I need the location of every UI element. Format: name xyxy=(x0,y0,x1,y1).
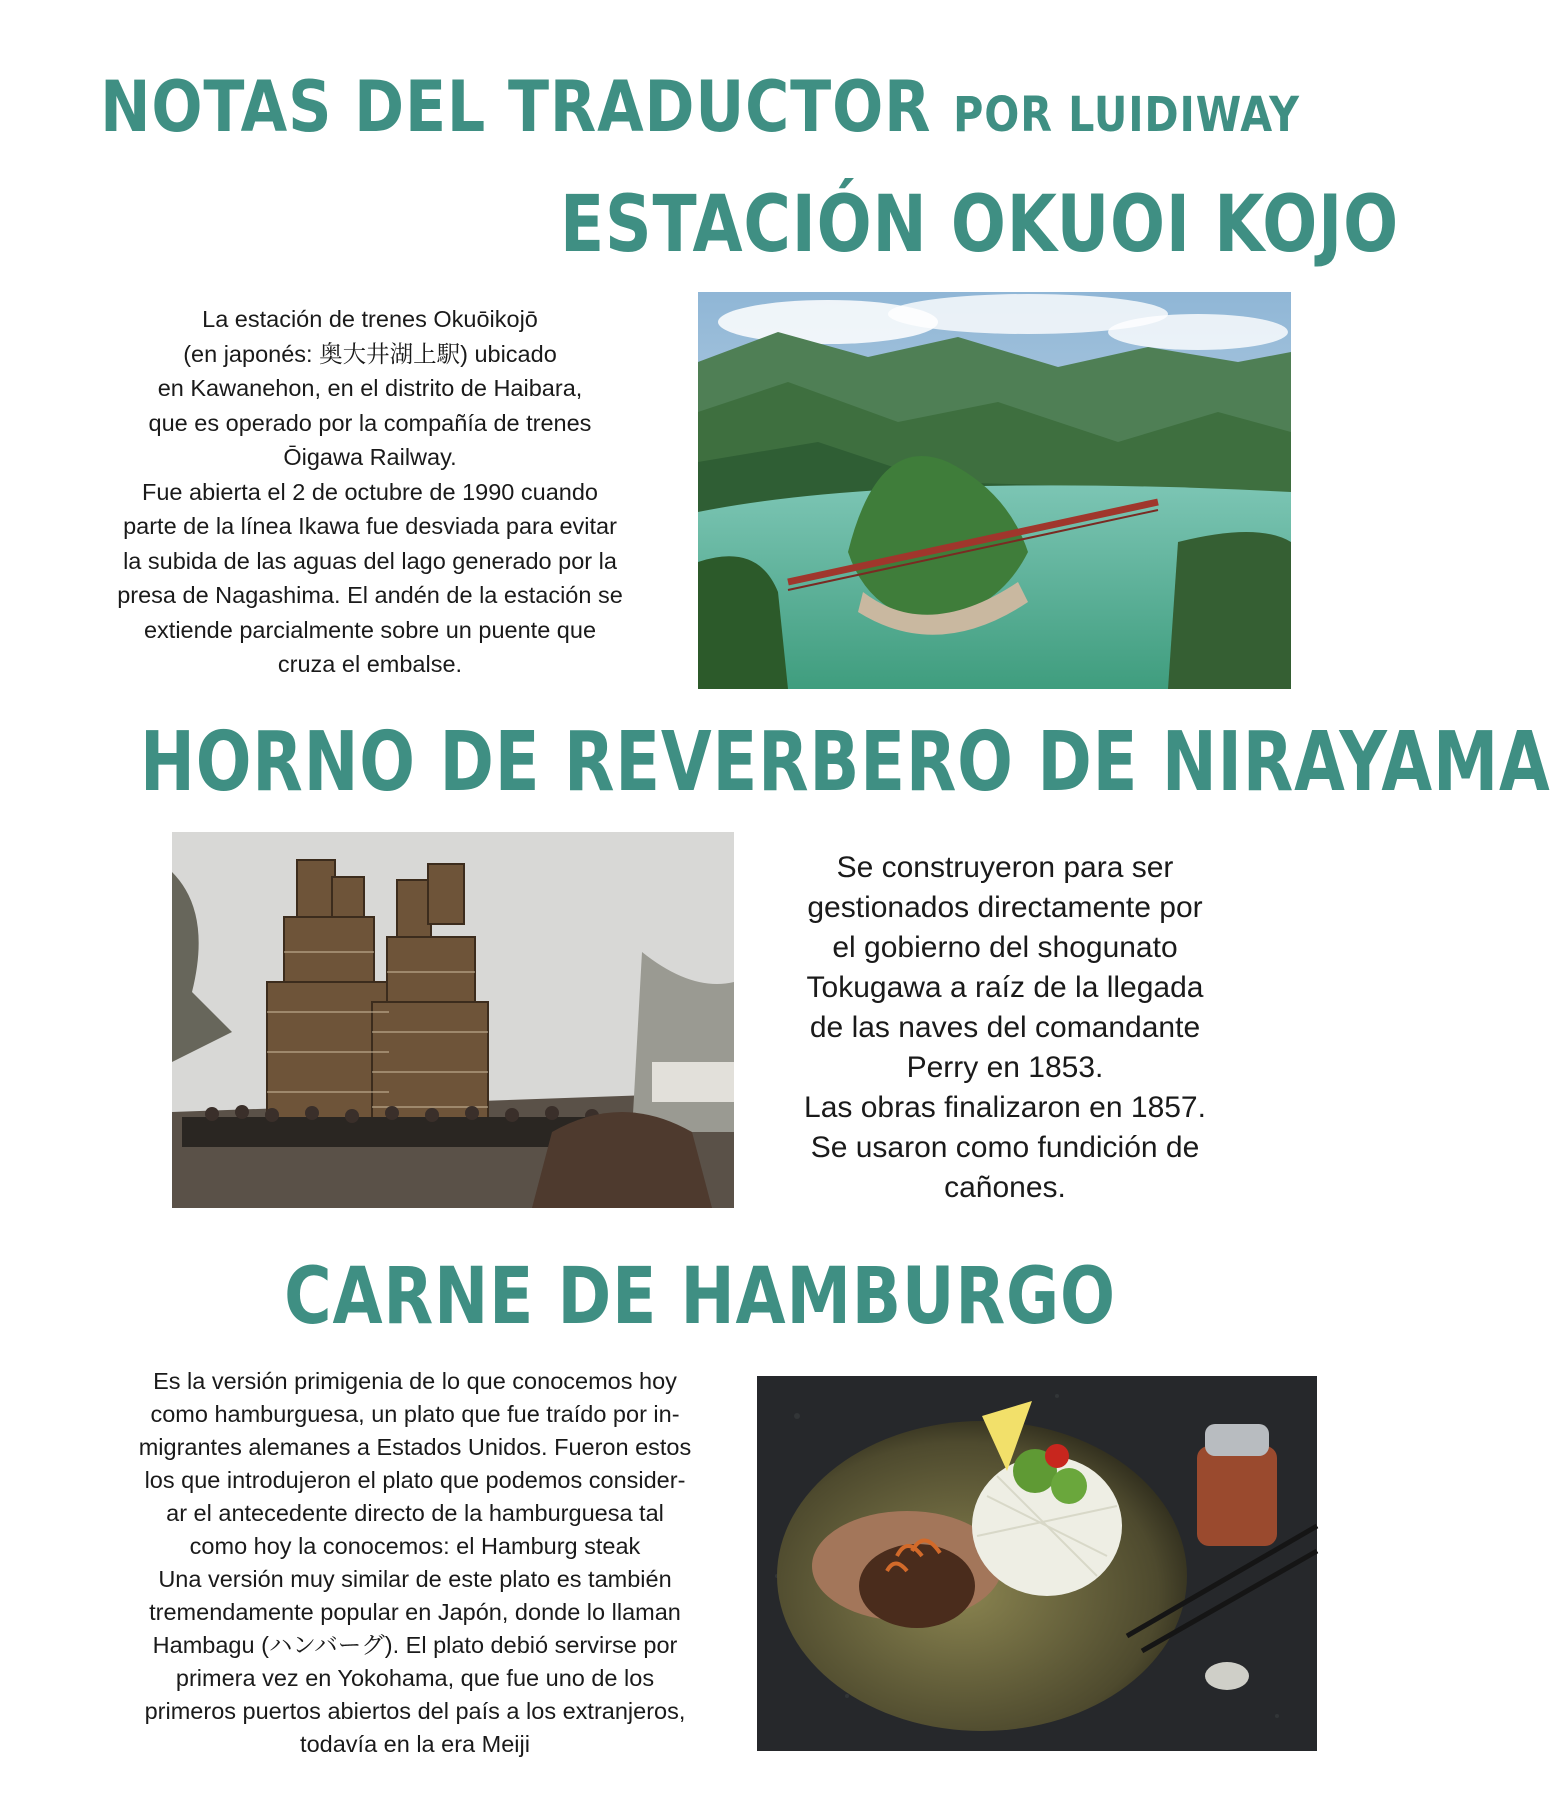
text-line: como hamburguesa, un plato que fue traído por in- xyxy=(150,1401,680,1427)
text-line: primeros puertos abiertos del país a los extranjeros, xyxy=(144,1698,686,1724)
text-line: extiende parcialmente sobre un puente que xyxy=(143,616,597,643)
text-line: parte de la línea Ikawa fue desviada para evitar xyxy=(123,513,617,539)
section-text-hamburgo xyxy=(90,1365,740,1761)
text-line: Hambagu (ハンバーグ). El plato debió servirse por xyxy=(152,1632,678,1658)
text-line: tremendamente popular en Japón, donde lo llaman xyxy=(149,1599,681,1625)
text-line: primera vez en Yokohama, que fue uno de los xyxy=(175,1665,655,1691)
text-line: todavía en la era Meiji xyxy=(300,1731,530,1757)
text-line: migrantes alemanes a Estados Unidos. Fueron estos xyxy=(138,1434,692,1460)
text-line: Una versión muy similar de este plato es también xyxy=(158,1566,672,1592)
text-line: presa de Nagashima. El andén de la estación se xyxy=(117,582,623,608)
text-line: Es la versión primigenia de lo que conocemos hoy xyxy=(153,1368,677,1394)
text-line: que es operado por la compañía de trenes xyxy=(148,409,592,436)
section-title-nirayama: HORNO DE REVERBERO DE NIRAYAMA xyxy=(140,715,1551,810)
text-line: (en japonés: 奥大井湖上駅) ubicado xyxy=(183,340,557,367)
text-line: como hoy la conocemos: el Hamburg steak xyxy=(189,1533,641,1559)
text-line: en Kawanehon, en el distrito de Haibara, xyxy=(157,375,583,401)
mountain-lake-bridge-photo xyxy=(698,292,1291,689)
page-title-byline: POR LUIDIWAY xyxy=(953,87,1300,143)
section-text-okuoi-kojo xyxy=(70,302,670,682)
text-line: Ōigawa Railway. xyxy=(283,444,457,470)
text-line: Las obras finalizaron en 1857. xyxy=(804,1091,1206,1124)
text-line: cañones. xyxy=(944,1171,1066,1204)
section-title-okuoi-kojo: ESTACIÓN OKUOI KOJO xyxy=(560,180,1399,270)
page-title-main: NOTAS DEL TRADUCTOR xyxy=(100,66,932,148)
text-line: gestionados directamente por xyxy=(807,891,1203,924)
text-line: de las naves del comandante xyxy=(809,1011,1201,1044)
text-line: la subida de las aguas del lago generado por la xyxy=(123,547,617,574)
text-line: Tokugawa a raíz de la llegada xyxy=(806,971,1204,1004)
text-line: cruza el embalse. xyxy=(277,651,463,677)
page-title xyxy=(98,66,1302,148)
section-text-nirayama xyxy=(770,848,1240,1208)
text-line: Se usaron como fundición de xyxy=(810,1131,1200,1164)
text-line: el gobierno del shogunato xyxy=(832,931,1178,964)
text-line: Fue abierta el 2 de octubre de 1990 cuando xyxy=(142,478,598,505)
reverberatory-furnace-towers-photo xyxy=(172,832,734,1208)
text-line: Perry en 1853. xyxy=(906,1051,1104,1084)
text-line: Se construyeron para ser xyxy=(836,851,1174,884)
text-line: los que introdujeron el plato que podemos consider- xyxy=(144,1467,686,1493)
section-title-hamburgo: CARNE DE HAMBURGO xyxy=(284,1252,1116,1342)
hamburg-steak-plate-photo xyxy=(757,1376,1317,1751)
text-line: ar el antecedente directo de la hamburguesa tal xyxy=(166,1500,664,1526)
text-line: La estación de trenes Okuōikojō xyxy=(202,306,538,332)
